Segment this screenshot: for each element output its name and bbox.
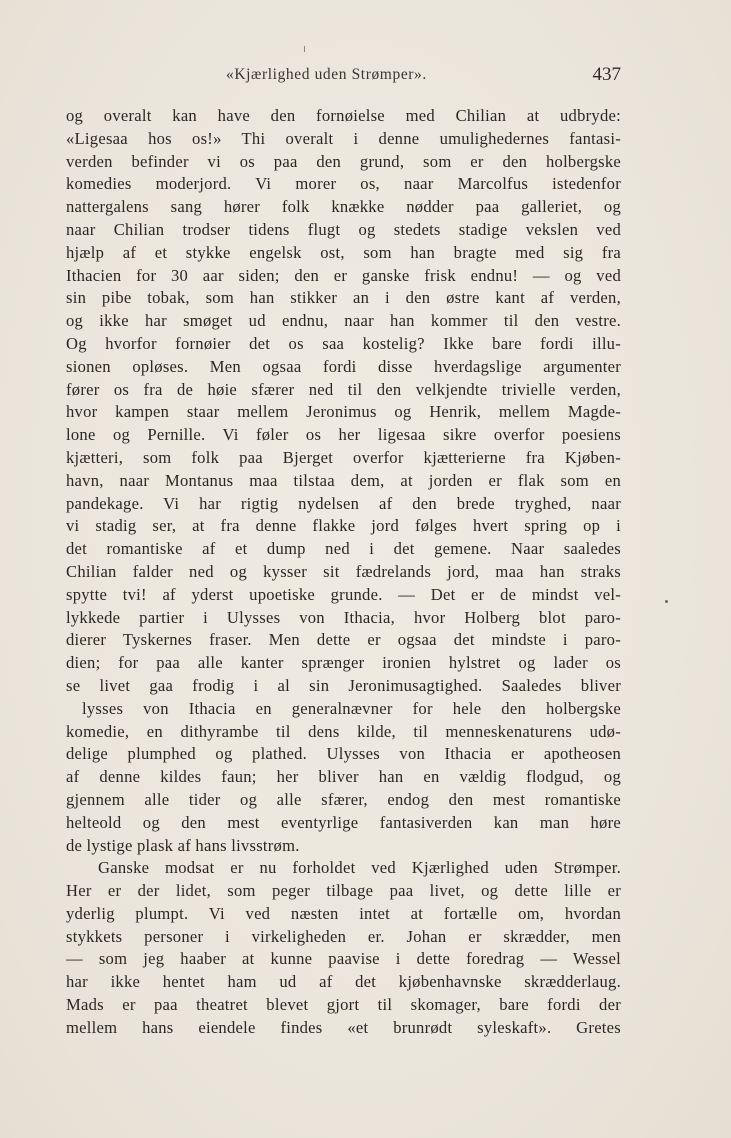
text-line: «Ligesaa hos os!» Thi overalt i denne umulighedernes fantasi- xyxy=(66,128,621,148)
text-line: dien; for paa alle kanter sprænger ironien hylstret og lader os xyxy=(66,653,621,673)
text-line: kjætteri, som folk paa Bjerget overfor kjætterierne fra Kjøben- xyxy=(66,447,621,467)
text-line: Ithacien for 30 aar siden; den er ganske frisk endnu! — og ved xyxy=(66,265,621,285)
text-line: dierer Tyskernes fraser. Men dette er ogsaa det mindste i paro- xyxy=(66,630,621,650)
text-line: — som jeg haaber at kunne paavise i dette foredrag — Wessel xyxy=(66,949,621,969)
page-header xyxy=(66,64,621,88)
text-line: komedie, en dithyrambe til dens kilde, til menneskenaturens udø- xyxy=(66,721,621,741)
body-text xyxy=(66,105,621,1040)
text-line: komedies moderjord. Vi morer os, naar Marcolfus istedenfor xyxy=(66,174,621,194)
text-line: lone og Pernille. Vi føler os her ligesaa sikre overfor poesiens xyxy=(66,425,621,445)
text-line: hjælp af et stykke engelsk ost, som han bragte med sig fra xyxy=(66,242,621,262)
running-title: «Kjærlighed uden Strømper». xyxy=(226,66,427,83)
text-line: hvor kampen staar mellem Jeronimus og Henrik, mellem Magde- xyxy=(66,402,621,422)
text-line: yderlig plumpt. Vi ved næsten intet at fortælle om, hvordan xyxy=(66,903,621,923)
text-line: Mads er paa theatret blevet gjort til skomager, bare fordi der xyxy=(66,995,621,1015)
text-line: de lystige plask af hans livsstrøm. xyxy=(66,835,300,855)
text-line: har ikke hentet ham ud af det kjøbenhavnske skrædderlaug. xyxy=(66,972,621,992)
text-line: Og hvorfor fornøier det os saa kostelig? Ikke bare fordi illu- xyxy=(66,333,621,353)
text-line: sin pibe tobak, som han stikker an i den østre kant af verden, xyxy=(66,288,621,308)
text-line: pandekage. Vi har rigtig nydelsen af den brede tryghed, naar xyxy=(66,493,621,513)
text-line: og overalt kan have den fornøielse med Chilian at udbryde: xyxy=(66,106,621,125)
text-line: og ikke har smøget ud endnu, naar han kommer til den vestre. xyxy=(66,311,621,331)
text-line: Ganske modsat er nu forholdet ved Kjærlighed uden Strømper. xyxy=(98,858,621,878)
text-line: gjennem alle tider og alle sfærer, endog den mest romantiske xyxy=(66,789,621,809)
text-line: havn, naar Montanus maa tilstaa dem, at jorden er flak som en xyxy=(66,470,621,490)
text-line: Her er der lidet, som peger tilbage paa livet, og dette lille er xyxy=(66,881,621,901)
text-line: verden befinder vi os paa den grund, som er den holbergske xyxy=(66,151,621,171)
text-line: vi stadig ser, at fra denne flakke jord følges hvert spring op i xyxy=(66,516,621,536)
text-line: det romantiske af et dump ned i det gemene. Naar saaledes xyxy=(66,539,621,559)
text-line: lysses von Ithacia en generalnævner for hele den holbergske xyxy=(82,698,621,718)
text-line: sionen opløses. Men ogsaa fordi disse hverdagslige argumenter xyxy=(66,356,621,376)
text-line: spytte tvi! af yderst upoetiske grunde. — Det er de mindst vel- xyxy=(66,584,621,604)
text-line: lykkede partier i Ulysses von Ithacia, hvor Holberg blot paro- xyxy=(66,607,621,627)
text-line: nattergalens sang hører folk knække nødder paa galleriet, og xyxy=(66,197,621,217)
page-number: 437 xyxy=(592,64,621,85)
margin-speck xyxy=(665,600,668,603)
text-line: delige plumphed og plathed. Ulysses von Ithacia er apotheosen xyxy=(66,744,621,764)
text-line: stykkets personer i virkeligheden er. Johan er skrædder, men xyxy=(66,926,621,946)
text-line: mellem hans eiendele findes «et brunrødt syleskaft». Gretes xyxy=(66,1017,621,1037)
text-line: af denne kildes faun; her bliver han en vældig flodgud, og xyxy=(66,767,621,787)
text-line: Chilian falder ned og kysser sit fædrelands jord, maa han straks xyxy=(66,561,621,581)
text-line: naar Chilian trodser tidens flugt og stedets stadige vekslen ved xyxy=(66,219,621,239)
text-line: se livet gaa frodig i al sin Jeronimusagtighed. Saaledes bliver xyxy=(66,675,621,695)
text-line: helteold og den mest eventyrlige fantasiverden kan man høre xyxy=(66,812,621,832)
text-line: fører os fra de høie sfærer ned til den velkjendte trivielle verden, xyxy=(66,379,621,399)
print-tick-mark xyxy=(304,46,305,52)
